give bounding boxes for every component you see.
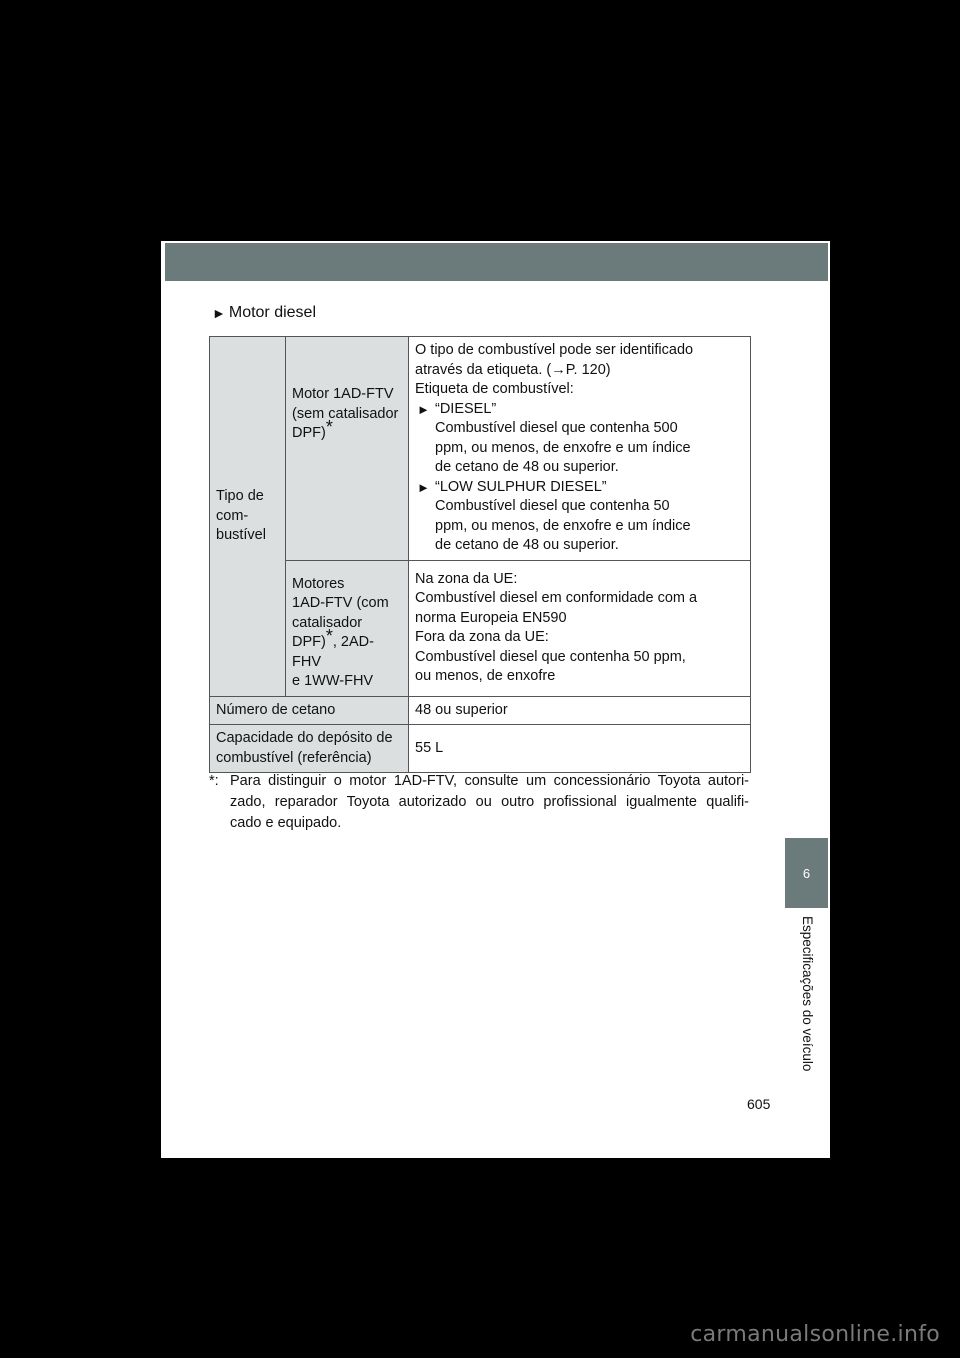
list-item: ► “DIESEL” <box>415 400 744 420</box>
section-title-text: Motor diesel <box>228 304 317 321</box>
table-row <box>210 560 751 696</box>
triangle-bullet-icon: ► <box>417 479 430 495</box>
chapter-label: Especificações do veículo <box>799 916 815 1072</box>
chapter-tab: 6 <box>785 838 828 908</box>
header-bar <box>165 243 828 281</box>
engine-label-with-dpf: Motores 1AD-FTV (com catalisador DPF)*, 2AD-FHV e 1WW-FHV <box>286 560 409 696</box>
triangle-bullet-icon: ► <box>212 305 226 321</box>
footnote <box>209 771 749 834</box>
fuel-type-value-2: Na zona da UE: Combustível diesel em conformidade com a norma Europeia EN590 Fora da zona da UE: Combustível diesel que contenha 50 ppm, ou menos, de enxofre <box>409 560 751 696</box>
footnote-mark: *: <box>209 773 219 789</box>
fuel-spec-table <box>209 336 751 773</box>
fuel-type-value-1: O tipo de combustível pode ser identificado através da etiqueta. (→P. 120) Etiqueta de combustível: ► “DIESEL” Combustível diesel que contenha 500 ppm, ou menos, de enxofre e um índice de cetano de 48 ou superior. ► “LOW SULPHUR DIESEL” Combustível diesel que contenha 50 ppm, ou menos, de enxofre e um índice de cetano de 48 ou superior. <box>409 337 751 561</box>
cetane-number-label: Número de cetano <box>210 696 409 725</box>
table-row <box>210 725 751 773</box>
page-number: 605 <box>747 1096 771 1112</box>
list-item: ► “LOW SULPHUR DIESEL” <box>415 478 744 498</box>
section-title <box>212 304 316 322</box>
table-row <box>210 696 751 725</box>
footnote-text: Para distinguir o motor 1AD-FTV, consulte um concessionário Toyota autori- zado, reparador Toyota autorizado ou outro profissional igualmente qualifi- cado e equipado. <box>230 773 749 831</box>
tank-capacity-label: Capacidade do depósito de combustível (referência) <box>210 725 409 773</box>
fuel-type-label: Tipo de com- bustível <box>210 337 286 697</box>
cetane-number-value: 48 ou superior <box>409 696 751 725</box>
asterisk-mark: * <box>325 626 333 647</box>
table-row <box>210 337 751 561</box>
watermark: carmanualsonline.info <box>690 1322 940 1347</box>
engine-label-1ad-ftv-no-dpf: Motor 1AD-FTV (sem catalisador DPF)* <box>286 337 409 561</box>
asterisk-mark: * <box>325 417 333 438</box>
manual-page <box>161 241 830 1158</box>
tank-capacity-value: 55 L <box>409 725 751 773</box>
triangle-bullet-icon: ► <box>417 401 430 417</box>
